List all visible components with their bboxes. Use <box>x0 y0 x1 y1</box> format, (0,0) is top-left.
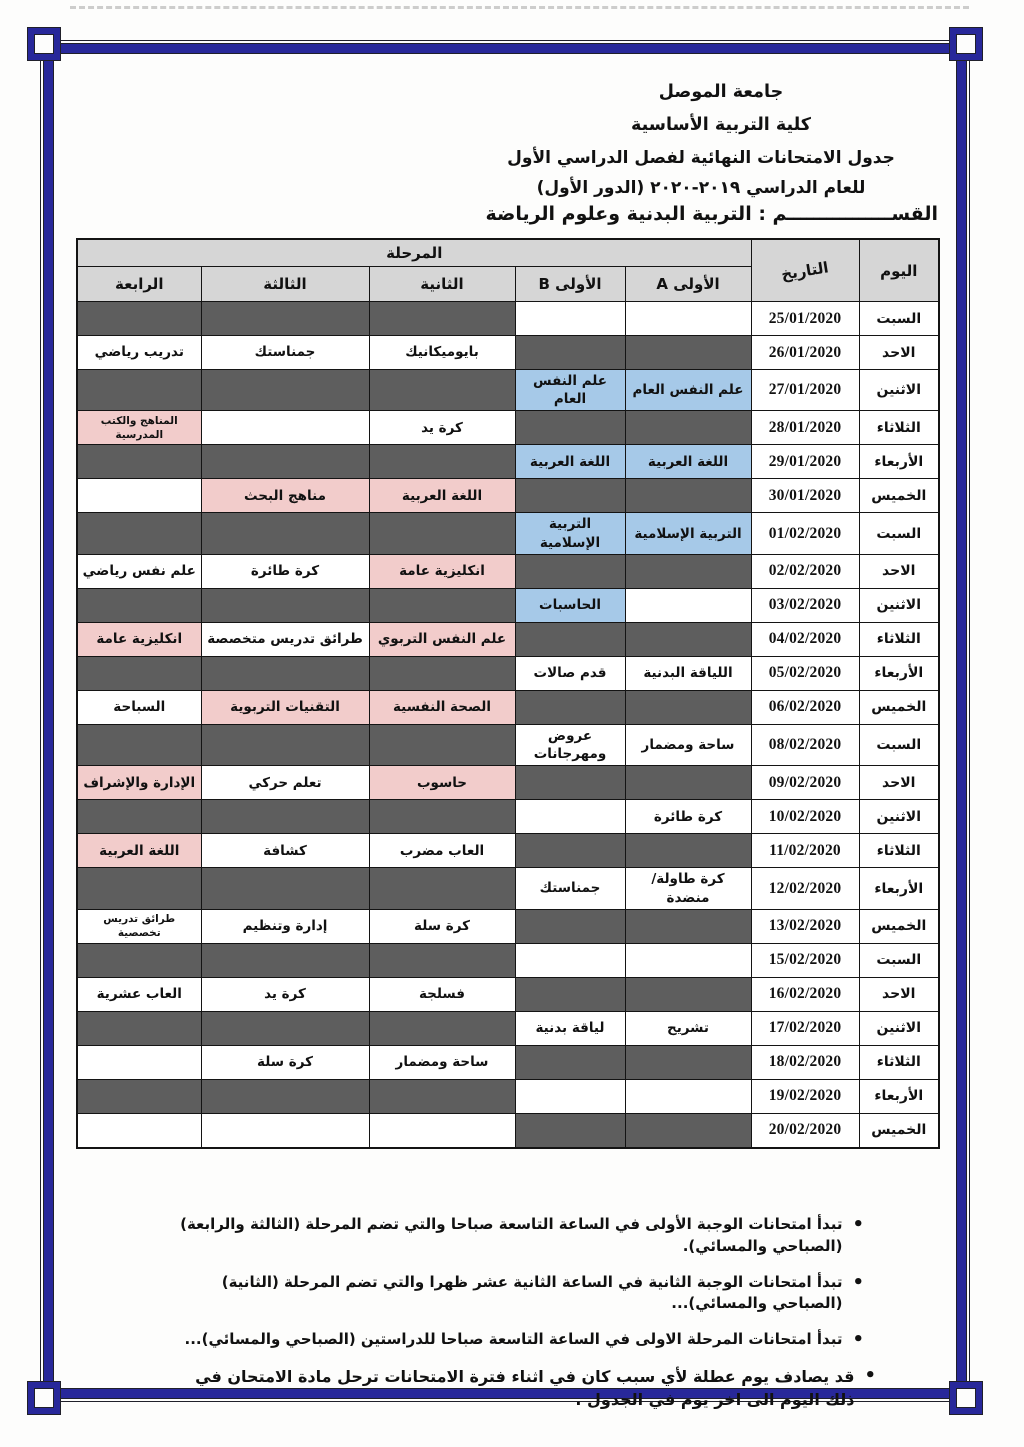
day-cell: الاحد <box>859 766 939 800</box>
exam-subject-cell <box>77 302 201 336</box>
date-cell: 26/01/2020 <box>751 336 859 370</box>
day-cell: الاحد <box>859 977 939 1011</box>
footnote-item <box>164 1214 864 1258</box>
footnote-item <box>164 1272 864 1316</box>
exam-subject-cell: انكليزية عامة <box>77 622 201 656</box>
exam-subject-cell <box>369 513 515 554</box>
exam-subject-cell <box>77 656 201 690</box>
bullet-icon: • <box>852 1329 864 1350</box>
date-cell: 01/02/2020 <box>751 513 859 554</box>
day-cell: الثلاثاء <box>859 1045 939 1079</box>
exam-subject-cell <box>77 868 201 909</box>
date-cell: 15/02/2020 <box>751 943 859 977</box>
table-row <box>77 868 939 909</box>
exam-subject-cell <box>369 800 515 834</box>
footnote-text: تبدأ امتحانات الوجبة الأولى في الساعة التاسعة صباحا والتي تضم المرحلة (الثالثة والرابعة) (الصباحي والمسائي). <box>180 1215 843 1255</box>
day-cell: الخميس <box>859 909 939 943</box>
table-row <box>77 690 939 724</box>
exam-subject-cell <box>369 302 515 336</box>
day-cell: السبت <box>859 302 939 336</box>
day-cell: الاثنين <box>859 800 939 834</box>
date-cell: 05/02/2020 <box>751 656 859 690</box>
table-row <box>77 766 939 800</box>
exam-subject-cell: العاب عشرية <box>77 977 201 1011</box>
scan-artifact-line <box>70 6 969 9</box>
exam-subject-cell: إدارة وتنظيم <box>201 909 369 943</box>
exam-subject-cell: جمناستك <box>201 336 369 370</box>
day-cell: الخميس <box>859 479 939 513</box>
exam-subject-cell: اللغة العربية <box>515 445 625 479</box>
day-cell: الخميس <box>859 1113 939 1148</box>
exam-subject-cell <box>201 1079 369 1113</box>
border-corner-ornament <box>950 28 982 60</box>
exam-subject-cell <box>77 370 201 411</box>
table-row <box>77 1045 939 1079</box>
border-corner-ornament <box>950 1382 982 1414</box>
exam-subject-cell <box>625 554 751 588</box>
exam-subject-cell: اللغة العربية <box>77 834 201 868</box>
date-cell: 04/02/2020 <box>751 622 859 656</box>
day-cell: الاثنين <box>859 370 939 411</box>
date-cell: 28/01/2020 <box>751 411 859 445</box>
date-cell: 29/01/2020 <box>751 445 859 479</box>
exam-subject-cell: المناهج والكتب المدرسية <box>77 411 201 445</box>
exam-subject-cell <box>625 1113 751 1148</box>
exam-subject-cell: عروض ومهرجانات <box>515 724 625 765</box>
bullet-icon: • <box>852 1214 864 1235</box>
column-header-stage: الثانية <box>369 267 515 302</box>
exam-subject-cell: علم نفس رياضي <box>77 554 201 588</box>
college-name: كلية التربية الأساسية <box>631 115 811 135</box>
exam-subject-cell: كرة طائرة <box>625 800 751 834</box>
date-cell: 06/02/2020 <box>751 690 859 724</box>
column-header-stage: الأولى A <box>625 267 751 302</box>
exam-subject-cell <box>201 302 369 336</box>
exam-subject-cell <box>625 336 751 370</box>
exam-subject-cell: جمناستك <box>515 868 625 909</box>
date-cell: 20/02/2020 <box>751 1113 859 1148</box>
exam-subject-cell: طرائق تدريس متخصصة <box>201 622 369 656</box>
exam-subject-cell <box>515 302 625 336</box>
exam-subject-cell <box>515 977 625 1011</box>
day-cell: الاحد <box>859 554 939 588</box>
table-row <box>77 554 939 588</box>
footnotes-list <box>164 1214 876 1425</box>
footnote-item <box>164 1329 864 1351</box>
table-header <box>77 239 939 302</box>
exam-subject-cell <box>515 479 625 513</box>
exam-subject-cell <box>515 943 625 977</box>
exam-subject-cell <box>201 656 369 690</box>
exam-subject-cell: كرة يد <box>369 411 515 445</box>
exam-subject-cell <box>625 909 751 943</box>
day-cell: السبت <box>859 513 939 554</box>
table-row <box>77 1011 939 1045</box>
table-row <box>77 943 939 977</box>
day-cell: الثلاثاء <box>859 622 939 656</box>
exam-subject-cell: مناهج البحث <box>201 479 369 513</box>
exam-subject-cell <box>77 800 201 834</box>
border-corner-ornament <box>28 1382 60 1414</box>
exam-subject-cell: طرائق تدريس تخصصية <box>77 909 201 943</box>
exam-subject-cell <box>77 1113 201 1148</box>
exam-subject-cell: العاب مضرب <box>369 834 515 868</box>
exam-subject-cell <box>515 622 625 656</box>
exam-subject-cell <box>625 834 751 868</box>
exam-subject-cell <box>369 656 515 690</box>
exam-subject-cell: الصحة النفسية <box>369 690 515 724</box>
day-cell: الاحد <box>859 336 939 370</box>
exam-schedule-table <box>76 238 940 1149</box>
exam-subject-cell <box>201 588 369 622</box>
date-cell: 19/02/2020 <box>751 1079 859 1113</box>
date-cell: 12/02/2020 <box>751 868 859 909</box>
university-name: جامعة الموصل <box>658 82 784 102</box>
exam-subject-cell <box>201 1113 369 1148</box>
table-row <box>77 513 939 554</box>
exam-subject-cell: تدريب رياضي <box>77 336 201 370</box>
date-cell: 03/02/2020 <box>751 588 859 622</box>
exam-subject-cell <box>201 370 369 411</box>
day-cell: الثلاثاء <box>859 411 939 445</box>
exam-subject-cell: تعلم حركي <box>201 766 369 800</box>
exam-subject-cell: الحاسبات <box>515 588 625 622</box>
exam-subject-cell <box>515 800 625 834</box>
exam-subject-cell <box>201 943 369 977</box>
exam-subject-cell <box>77 513 201 554</box>
exam-subject-cell <box>77 1011 201 1045</box>
exam-subject-cell: علم النفس العام <box>625 370 751 411</box>
exam-subject-cell <box>201 724 369 765</box>
date-cell: 30/01/2020 <box>751 479 859 513</box>
table-row <box>77 909 939 943</box>
day-cell: السبت <box>859 724 939 765</box>
date-cell: 25/01/2020 <box>751 302 859 336</box>
day-cell: الأربعاء <box>859 656 939 690</box>
exam-subject-cell <box>369 1079 515 1113</box>
exam-subject-cell <box>369 1011 515 1045</box>
exam-subject-cell <box>369 588 515 622</box>
exam-subject-cell <box>625 1079 751 1113</box>
table-row <box>77 479 939 513</box>
exam-subject-cell <box>625 766 751 800</box>
table-row <box>77 834 939 868</box>
table-row <box>77 724 939 765</box>
day-cell: الأربعاء <box>859 1079 939 1113</box>
exam-subject-cell: انكليزية عامة <box>369 554 515 588</box>
column-header-stage: الثالثة <box>201 267 369 302</box>
border-corner-ornament <box>28 28 60 60</box>
table-row <box>77 445 939 479</box>
table-row <box>77 588 939 622</box>
table-row <box>77 1113 939 1148</box>
exam-subject-cell: قدم صالات <box>515 656 625 690</box>
exam-subject-cell <box>515 834 625 868</box>
exam-subject-cell: كرة طاولة/ منضدة <box>625 868 751 909</box>
exam-subject-cell <box>625 690 751 724</box>
exam-subject-cell <box>201 868 369 909</box>
exam-subject-cell: كرة سلة <box>201 1045 369 1079</box>
date-cell: 27/01/2020 <box>751 370 859 411</box>
exam-subject-cell <box>369 445 515 479</box>
exam-subject-cell <box>77 588 201 622</box>
exam-subject-cell: بايوميكانيك <box>369 336 515 370</box>
date-cell: 17/02/2020 <box>751 1011 859 1045</box>
exam-subject-cell <box>625 302 751 336</box>
column-header-date: التاريخ <box>751 239 859 302</box>
exam-subject-cell: التربية الإسلامية <box>625 513 751 554</box>
exam-subject-cell: اللغة العربية <box>369 479 515 513</box>
date-cell: 18/02/2020 <box>751 1045 859 1079</box>
exam-subject-cell: السباحة <box>77 690 201 724</box>
exam-subject-cell <box>201 1011 369 1045</box>
exam-subject-cell <box>625 622 751 656</box>
footnote-text: قد يصادف يوم عطلة لأي سبب كان في اثناء فترة الامتحانات ترحل مادة الامتحان في ذلك اليوم الى اخر يوم في الجدول . <box>195 1366 855 1409</box>
bullet-icon: • <box>852 1271 864 1293</box>
exam-subject-cell: علم النفس العام <box>515 370 625 411</box>
exam-subject-cell <box>625 588 751 622</box>
exam-subject-cell <box>369 943 515 977</box>
schedule-body <box>77 302 939 1148</box>
document-title-block <box>476 143 926 203</box>
exam-subject-cell <box>201 800 369 834</box>
schedule-title-line2: للعام الدراسي ٢٠١٩-٢٠٢٠ (الدور الأول) <box>536 178 866 198</box>
date-cell: 02/02/2020 <box>751 554 859 588</box>
column-group-header-stage: المرحلة <box>77 239 751 267</box>
exam-subject-cell: التربية الإسلامية <box>515 513 625 554</box>
exam-subject-cell: ساحة ومضمار <box>625 724 751 765</box>
day-cell: السبت <box>859 943 939 977</box>
exam-subject-cell: الإدارة والإشراف <box>77 766 201 800</box>
exam-subject-cell: تشريح <box>625 1011 751 1045</box>
footnote-text: تبدأ امتحانات المرحلة الاولى في الساعة التاسعة صباحا للدراستين (الصباحي والمسائي)... <box>184 1330 843 1348</box>
exam-subject-cell <box>369 868 515 909</box>
exam-subject-cell: ساحة ومضمار <box>369 1045 515 1079</box>
exam-subject-cell <box>515 411 625 445</box>
table-row <box>77 800 939 834</box>
exam-subject-cell: فسلجة <box>369 977 515 1011</box>
table-row <box>77 336 939 370</box>
table-row <box>77 977 939 1011</box>
exam-subject-cell <box>77 445 201 479</box>
exam-subject-cell <box>201 513 369 554</box>
date-cell: 11/02/2020 <box>751 834 859 868</box>
exam-subject-cell: علم النفس التربوي <box>369 622 515 656</box>
footnote-text: تبدأ امتحانات الوجبة الثانية في الساعة الثانية عشر ظهرا والتي تضم المرحلة (الثانية) (الصباحي والمسائي)... <box>221 1272 843 1313</box>
date-cell: 08/02/2020 <box>751 724 859 765</box>
exam-subject-cell <box>625 411 751 445</box>
exam-subject-cell <box>77 943 201 977</box>
exam-subject-cell <box>201 445 369 479</box>
exam-subject-cell <box>625 1045 751 1079</box>
exam-subject-cell <box>369 1113 515 1148</box>
exam-subject-cell <box>515 1113 625 1148</box>
exam-subject-cell <box>77 479 201 513</box>
day-cell: الأربعاء <box>859 868 939 909</box>
date-cell: 09/02/2020 <box>751 766 859 800</box>
table-row <box>77 1079 939 1113</box>
exam-subject-cell: اللغة العربية <box>625 445 751 479</box>
exam-subject-cell <box>515 336 625 370</box>
exam-subject-cell: حاسوب <box>369 766 515 800</box>
exam-subject-cell <box>515 1079 625 1113</box>
exam-subject-cell <box>625 479 751 513</box>
day-cell: الثلاثاء <box>859 834 939 868</box>
exam-subject-cell <box>515 1045 625 1079</box>
date-cell: 13/02/2020 <box>751 909 859 943</box>
day-cell: الخميس <box>859 690 939 724</box>
column-header-stage: الأولى B <box>515 267 625 302</box>
exam-subject-cell <box>515 690 625 724</box>
day-cell: الاثنين <box>859 1011 939 1045</box>
exam-subject-cell <box>515 554 625 588</box>
exam-subject-cell: كرة طائرة <box>201 554 369 588</box>
exam-subject-cell <box>77 724 201 765</box>
exam-subject-cell: لياقة بدنية <box>515 1011 625 1045</box>
exam-subject-cell <box>625 943 751 977</box>
organization-block <box>566 76 876 142</box>
day-cell: الأربعاء <box>859 445 939 479</box>
day-cell: الاثنين <box>859 588 939 622</box>
column-header-day: اليوم <box>859 239 939 302</box>
table-row <box>77 411 939 445</box>
exam-subject-cell <box>201 411 369 445</box>
exam-subject-cell <box>515 766 625 800</box>
exam-subject-cell: التقنيات التربوية <box>201 690 369 724</box>
date-cell: 16/02/2020 <box>751 977 859 1011</box>
exam-subject-cell: كرة يد <box>201 977 369 1011</box>
table-row <box>77 302 939 336</box>
exam-subject-cell: كرة سلة <box>369 909 515 943</box>
exam-subject-cell <box>369 724 515 765</box>
table-row <box>77 622 939 656</box>
schedule-title-line1: جدول الامتحانات النهائية لفصل الدراسي الأول <box>507 148 895 168</box>
date-cell: 10/02/2020 <box>751 800 859 834</box>
exam-subject-cell <box>77 1045 201 1079</box>
exam-subject-cell: كشافة <box>201 834 369 868</box>
column-header-stage: الرابعة <box>77 267 201 302</box>
exam-subject-cell <box>77 1079 201 1113</box>
table-row <box>77 656 939 690</box>
exam-subject-cell <box>515 909 625 943</box>
exam-subject-cell: اللياقة البدنية <box>625 656 751 690</box>
footnote-item <box>164 1365 876 1411</box>
bullet-icon: • <box>864 1364 876 1386</box>
exam-subject-cell <box>369 370 515 411</box>
table-row <box>77 370 939 411</box>
exam-subject-cell <box>625 977 751 1011</box>
department-line: القســــــــــــــــم : التربية البدنية وعلوم الرياضة <box>485 203 938 225</box>
